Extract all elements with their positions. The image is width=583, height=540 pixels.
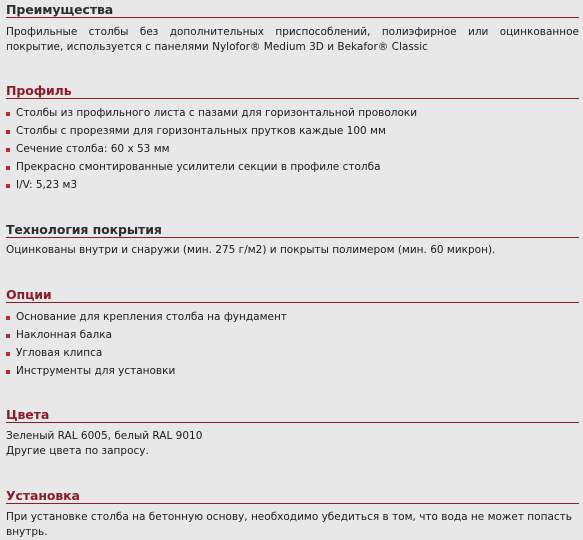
bullet-icon [6, 130, 10, 134]
section-options [0, 287, 583, 380]
section-title-colors: Цвета [6, 407, 579, 423]
list-item [0, 104, 583, 122]
list-item-text: Прекрасно смонтированные усилители секции в профиле столба [16, 161, 381, 173]
list-item-text: Угловая клипса [16, 347, 103, 359]
bullet-icon [6, 334, 10, 338]
list-item-text: Столбы с прорезями для горизонтальных прутков каждые 100 мм [16, 125, 386, 137]
list-item [0, 308, 583, 326]
list-item-text: Наклонная балка [16, 329, 113, 341]
list-item-text: Инструменты для установки [16, 365, 176, 377]
colors-line-2: Другие цвета по запросу. [6, 445, 149, 457]
section-title-advantages: Преимущества [6, 2, 579, 18]
section-coating [0, 222, 583, 258]
section-title-installation: Установка [6, 488, 579, 504]
section-installation [0, 488, 583, 540]
profile-list [0, 104, 583, 194]
list-item [0, 122, 583, 140]
list-item [0, 176, 583, 194]
section-title-coating: Технология покрытия [6, 222, 579, 238]
section-profile [0, 83, 583, 194]
section-advantages [0, 2, 583, 55]
bullet-icon [6, 148, 10, 152]
section-title-options: Опции [6, 287, 579, 303]
list-item-text: Сечение столба: 60 x 53 мм [16, 143, 170, 155]
colors-line-1: Зеленый RAL 6005, белый RAL 9010 [6, 430, 203, 442]
list-item-text: Столбы из профильного листа с пазами для горизонтальной проволоки [16, 107, 418, 119]
bullet-icon [6, 112, 10, 116]
list-item [0, 326, 583, 344]
bullet-icon [6, 370, 10, 374]
coating-text: Оцинкованы внутри и снаружи (мин. 275 г/м2) и покрыты полимером (мин. 60 микрон). [6, 244, 496, 256]
list-item [0, 362, 583, 380]
advantages-text: Профильные столбы без дополнительных приспособлений, полиэфирное или оцинкованное покрытие, используется с панелями Nylofor® Medium 3D и Bekafor® Classic [6, 26, 579, 53]
installation-text: При установке столба на бетонную основу, необходимо убедиться в том, что вода не может попасть внутрь. [6, 511, 572, 538]
bullet-icon [6, 316, 10, 320]
list-item [0, 344, 583, 362]
list-item-text: Основание для крепления столба на фундамент [16, 311, 287, 323]
bullet-icon [6, 184, 10, 188]
bullet-icon [6, 352, 10, 356]
bullet-icon [6, 166, 10, 170]
list-item [0, 140, 583, 158]
section-colors [0, 407, 583, 459]
options-list [0, 308, 583, 380]
list-item [0, 158, 583, 176]
section-title-profile: Профиль [6, 83, 579, 99]
list-item-text: I/V: 5,23 м3 [16, 179, 78, 191]
